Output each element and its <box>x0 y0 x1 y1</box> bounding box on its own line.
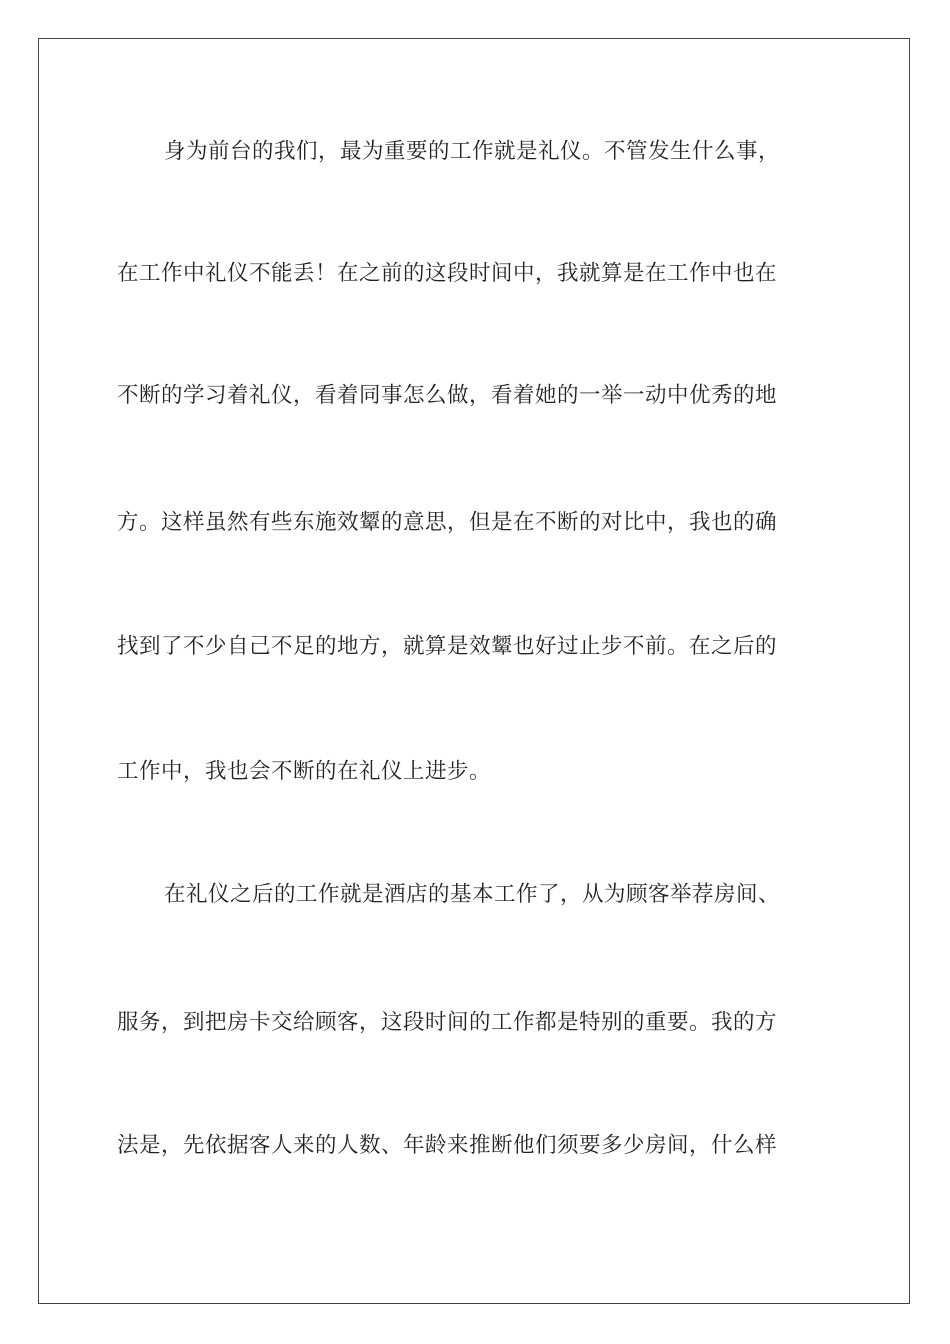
page-border <box>38 38 910 1304</box>
paragraph-2-line-2: 服务，到把房卡交给顾客，这段时间的工作都是特别的重要。我的方 <box>117 1010 778 1035</box>
paragraph-1-line-5: 找到了不少自己不足的地方，就算是效颦也好过止步不前。在之后的 <box>117 634 778 659</box>
paragraph-1-line-2: 在工作中礼仪不能丢！在之前的这段时间中，我就算是在工作中也在 <box>117 261 778 286</box>
paragraph-2-line-3: 法是，先依据客人来的人数、年龄来推断他们须要多少房间，什么样 <box>117 1133 778 1158</box>
paragraph-1-line-3: 不断的学习着礼仪，看着同事怎么做，看着她的一举一动中优秀的地 <box>117 383 778 408</box>
paragraph-1-line-6: 工作中，我也会不断的在礼仪上进步。 <box>117 759 492 784</box>
paragraph-1-line-1: 身为前台的我们，最为重要的工作就是礼仪。不管发生什么事， <box>164 139 781 164</box>
paragraph-1-line-4: 方。这样虽然有些东施效颦的意思，但是在不断的对比中，我也的确 <box>117 510 778 535</box>
paragraph-2-line-1: 在礼仪之后的工作就是酒店的基本工作了，从为顾客举荐房间、 <box>164 882 781 907</box>
